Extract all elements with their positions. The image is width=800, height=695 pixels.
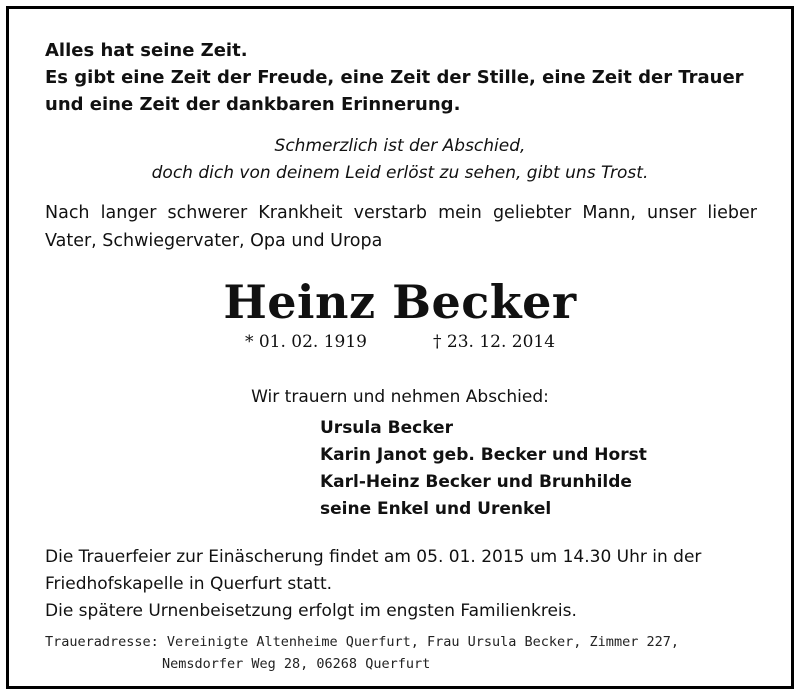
- intro-line: Vater, Schwiegervater, Opa und Uropa: [45, 231, 383, 251]
- death-date: † 23. 12. 2014: [433, 332, 556, 352]
- life-dates: [9, 330, 791, 354]
- intro-text: [45, 199, 757, 255]
- mourning-address: [45, 631, 679, 675]
- motto-line: Es gibt eine Zeit der Freude, eine Zeit der Stille, eine Zeit der Trauer: [45, 67, 744, 88]
- mourner-name: Karl-Heinz Becker und Brunhilde: [320, 472, 632, 492]
- birth-date: * 01. 02. 1919: [244, 332, 367, 352]
- address-line: Traueradresse: Vereinigte Altenheime Querfurt, Frau Ursula Becker, Zimmer 227,: [45, 634, 679, 650]
- mourner-name: seine Enkel und Urenkel: [320, 499, 552, 519]
- motto-line: und eine Zeit der dankbaren Erinnerung.: [45, 94, 461, 115]
- service-line: Die Trauerfeier zur Einäscherung findet am 05. 01. 2015 um 14.30 Uhr in der: [45, 547, 702, 567]
- motto-block: [45, 37, 744, 118]
- deceased-name: Heinz Becker: [223, 275, 577, 329]
- service-line: Die spätere Urnenbeisetzung erfolgt im engsten Familienkreis.: [45, 601, 577, 621]
- motto-line: Alles hat seine Zeit.: [45, 40, 248, 61]
- mourner-name: Ursula Becker: [320, 418, 453, 438]
- verse-line: Schmerzlich ist der Abschied,: [274, 136, 526, 156]
- mourner-name: Karin Janot geb. Becker und Horst: [320, 445, 647, 465]
- obituary-frame: [6, 6, 794, 689]
- service-line: Friedhofskapelle in Querfurt statt.: [45, 574, 333, 594]
- mourning-intro: Wir trauern und nehmen Abschied:: [251, 387, 549, 407]
- service-info: [45, 544, 701, 625]
- intro-line: Nach langer schwerer Krankheit verstarb mein geliebter Mann, unser lieber: [45, 203, 757, 223]
- verse-block: [9, 133, 791, 187]
- mourners-list: [320, 415, 647, 523]
- address-line: Nemsdorfer Weg 28, 06268 Querfurt: [162, 656, 431, 672]
- verse-line: doch dich von deinem Leid erlöst zu sehen, gibt uns Trost.: [151, 163, 649, 183]
